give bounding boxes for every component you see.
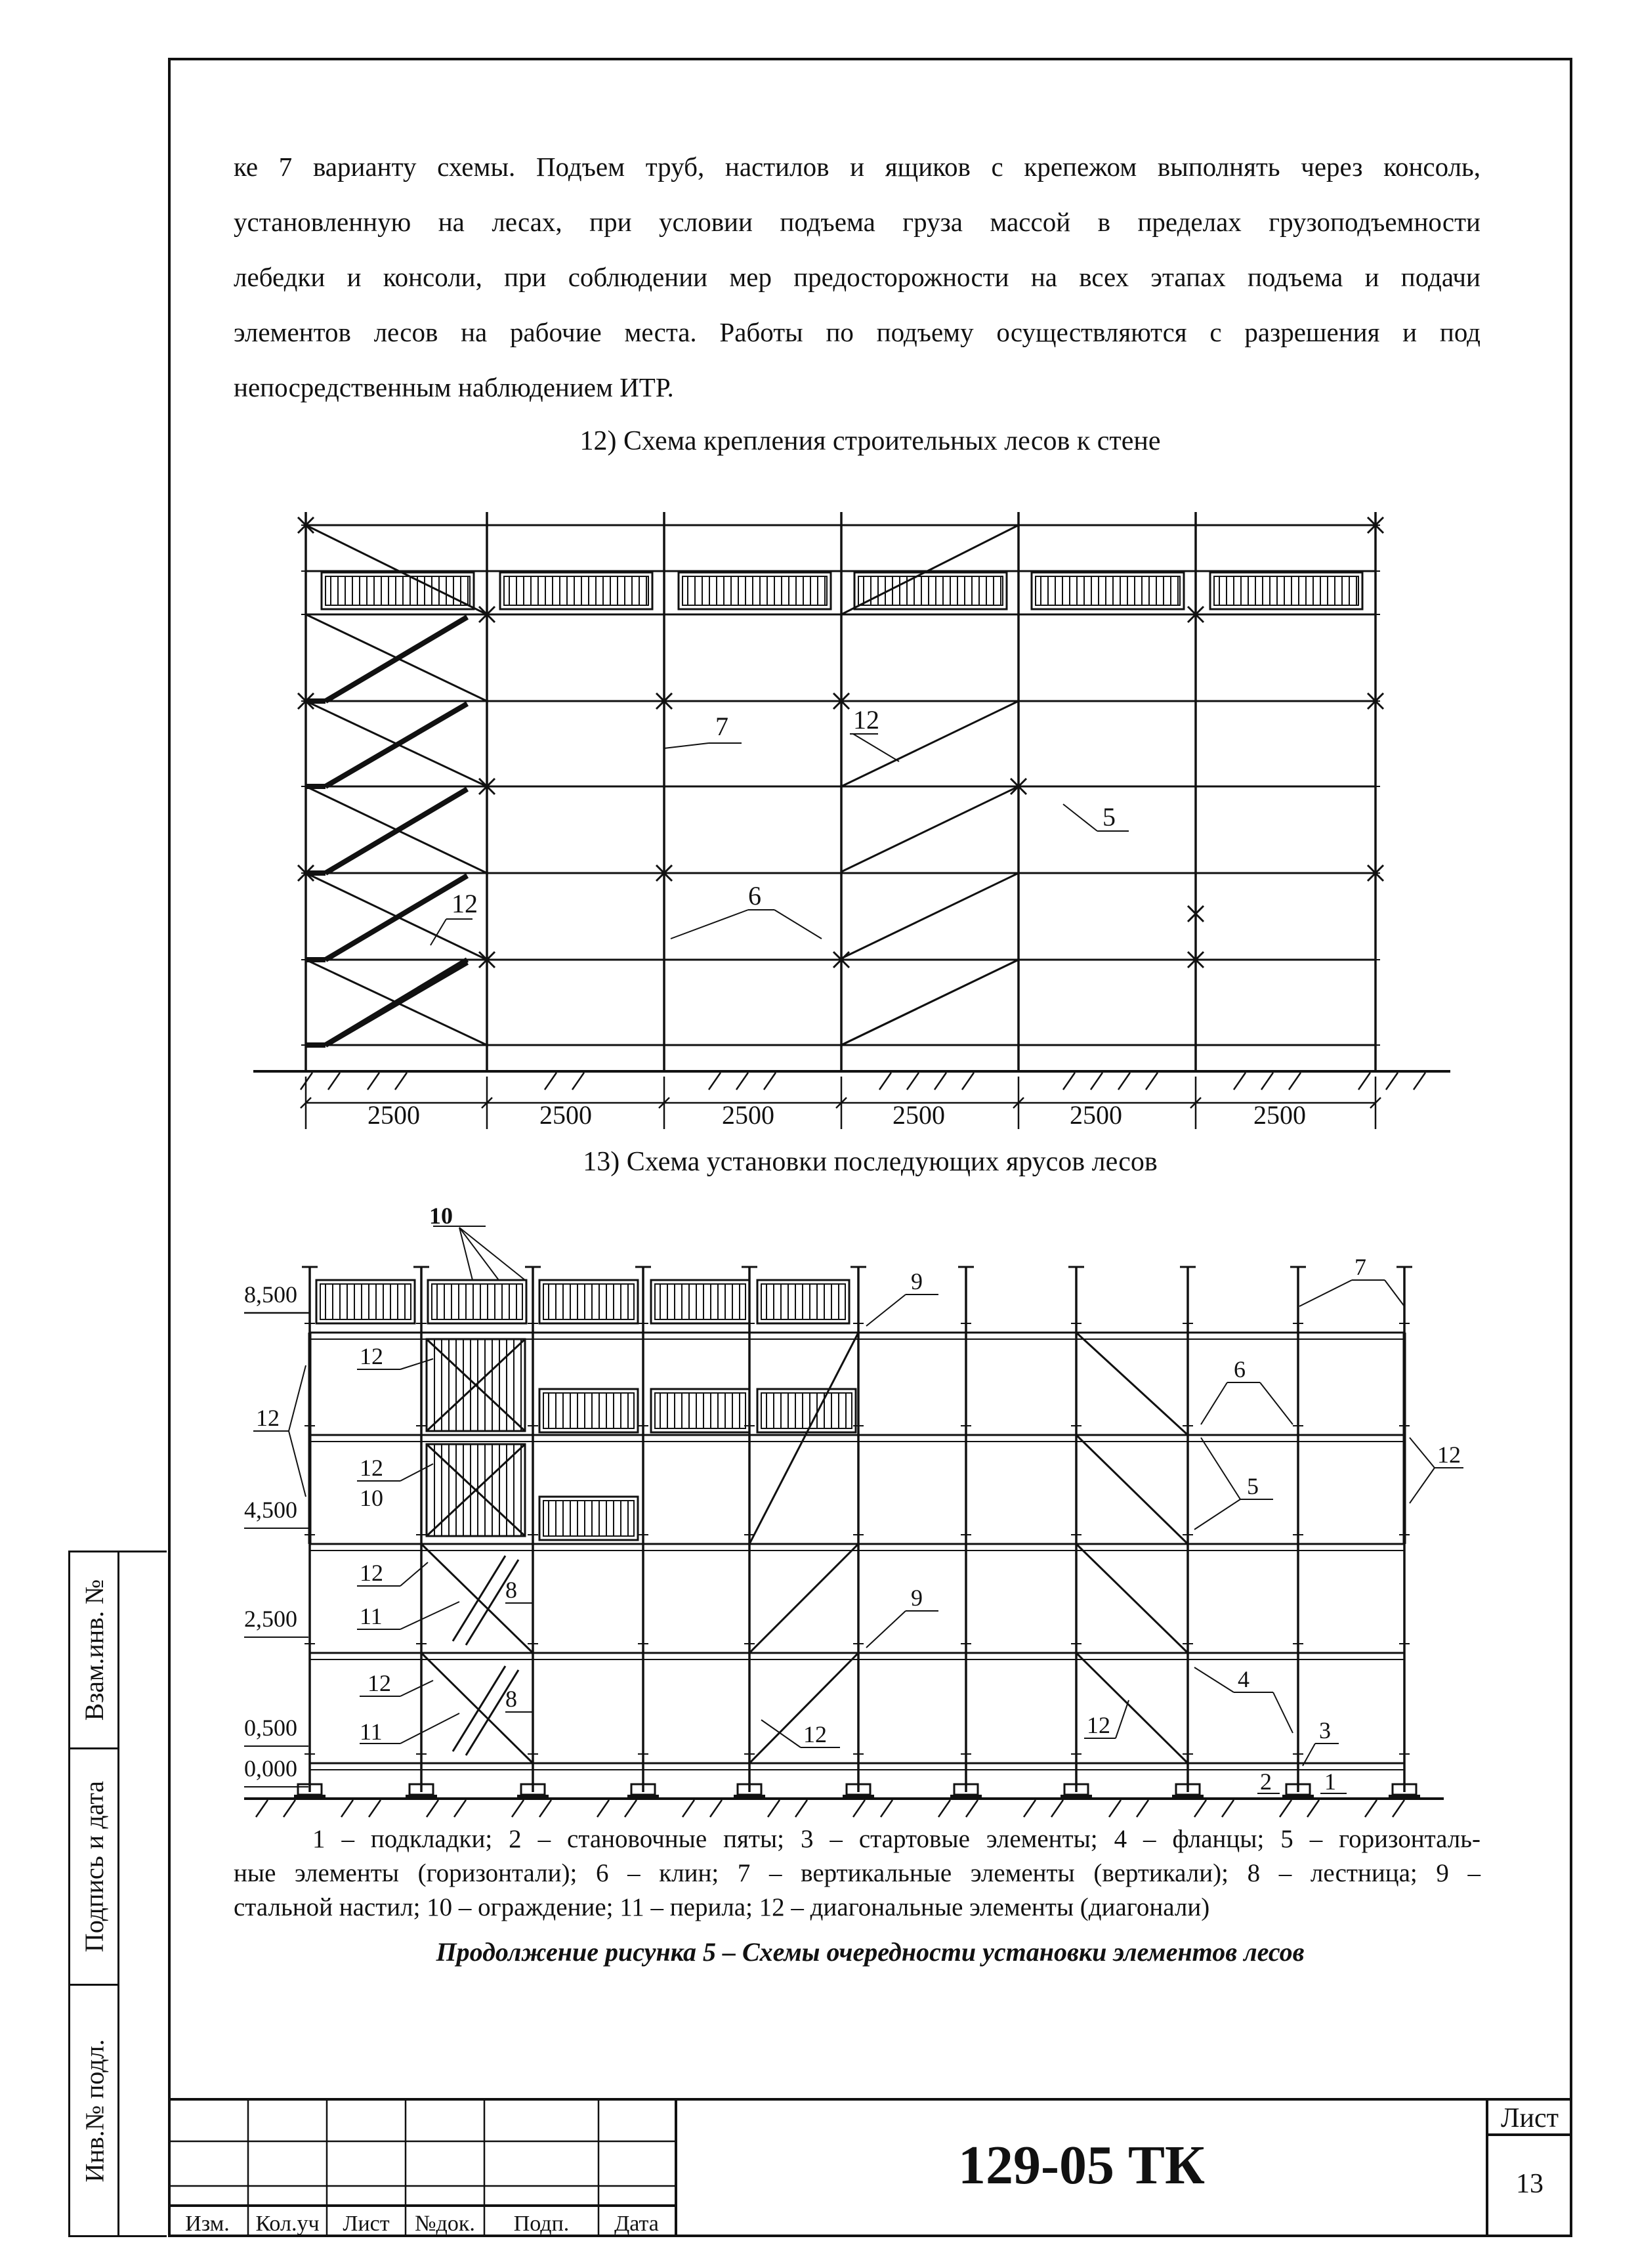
callout-4: 4 [1238, 1666, 1250, 1692]
callout-9: 9 [911, 1585, 923, 1611]
callout-9: 9 [911, 1268, 923, 1294]
callout-12: 12 [452, 889, 478, 918]
callout-5: 5 [1102, 802, 1116, 832]
callout-5: 5 [1247, 1473, 1259, 1499]
callout-7: 7 [715, 712, 728, 741]
title-block-col: №док. [415, 2212, 475, 2236]
callout-1: 1 [1324, 1768, 1336, 1795]
span-label: 2500 [892, 1100, 945, 1130]
figure12-caption: 12) Схема крепления строительных лесов к стене [579, 426, 1161, 456]
title-block-col: Подп. [513, 2212, 570, 2236]
callout-12: 12 [1087, 1712, 1110, 1738]
title-block-col: Дата [614, 2212, 659, 2236]
side-stamp-replacement-label: Взам.инв. № [79, 1579, 110, 1721]
body-line: ке 7 варианту схемы. Подъем труб, настилов и ящиков с крепежом выполнять через консоль, [234, 152, 1480, 182]
title-block-col: Лист [343, 2212, 390, 2236]
span-label: 2500 [368, 1100, 420, 1130]
callout-12: 12 [853, 705, 879, 735]
body-line: элементов лесов на рабочие места. Работы по подъему осуществляются с разрешения и под [234, 317, 1480, 347]
sheet-label: Лист [1501, 2103, 1559, 2133]
span-label: 2500 [539, 1100, 592, 1130]
callout-3: 3 [1319, 1717, 1331, 1744]
span-label: 2500 [1253, 1100, 1306, 1130]
callout-12: 12 [1437, 1442, 1461, 1468]
side-stamp-inventory-label: Инв.№ подл. [79, 2039, 110, 2182]
callout-12: 12 [360, 1455, 383, 1481]
callout-11: 11 [360, 1603, 383, 1629]
level-label: 0,500 [244, 1715, 297, 1741]
level-label: 2,500 [244, 1606, 297, 1632]
callout-12: 12 [360, 1343, 383, 1369]
level-label: 4,500 [244, 1497, 297, 1523]
title-block-col: Кол.уч [255, 2212, 320, 2236]
figure-caption: Продолжение рисунка 5 – Схемы очередности установки элементов лесов [436, 1937, 1305, 1967]
span-label: 2500 [1070, 1100, 1122, 1130]
level-label: 8,500 [244, 1281, 297, 1308]
body-line: установленную на лесах, при условии подъема груза массой в пределах грузоподъемности [234, 207, 1480, 237]
callout-12: 12 [368, 1670, 391, 1696]
callout-7: 7 [1354, 1254, 1366, 1280]
callout-10: 10 [360, 1485, 383, 1511]
legend-line: 1 – подкладки; 2 – становочные пяты; 3 – стартовые элементы; 4 – фланцы; 5 – горизонталь- [312, 1825, 1480, 1853]
legend-line: ные элементы (горизонтали); 6 – клин; 7 – вертикальные элементы (вертикали); 8 – лестница; 9 – [234, 1859, 1480, 1887]
figure13-caption: 13) Схема установки последующих ярусов лесов [583, 1147, 1158, 1177]
callout-8: 8 [505, 1686, 517, 1712]
document-code: 129-05 ТК [958, 2135, 1205, 2196]
callout-12: 12 [360, 1560, 383, 1586]
body-line: непосредственным наблюдением ИТР. [234, 372, 674, 402]
callout-12: 12 [256, 1405, 280, 1431]
callout-8: 8 [505, 1577, 517, 1603]
body-line: лебедки и консоли, при соблюдении мер предосторожности на всех этапах подъема и подачи [234, 262, 1480, 292]
sheet-number: 13 [1516, 2169, 1544, 2199]
callout-6: 6 [748, 881, 761, 910]
callout-10: 10 [429, 1203, 453, 1229]
level-label: 0,000 [244, 1755, 297, 1782]
side-stamp-signature-label: Подпись и дата [79, 1780, 110, 1953]
callout-12: 12 [803, 1721, 827, 1747]
legend-line: стальной настил; 10 – ограждение; 11 – перила; 12 – диагональные элементы (диагонали) [234, 1893, 1210, 1921]
callout-2: 2 [1260, 1768, 1272, 1795]
callout-11: 11 [360, 1719, 383, 1745]
callout-6: 6 [1234, 1356, 1246, 1382]
span-label: 2500 [722, 1100, 774, 1130]
title-block-col: Изм. [185, 2212, 230, 2236]
